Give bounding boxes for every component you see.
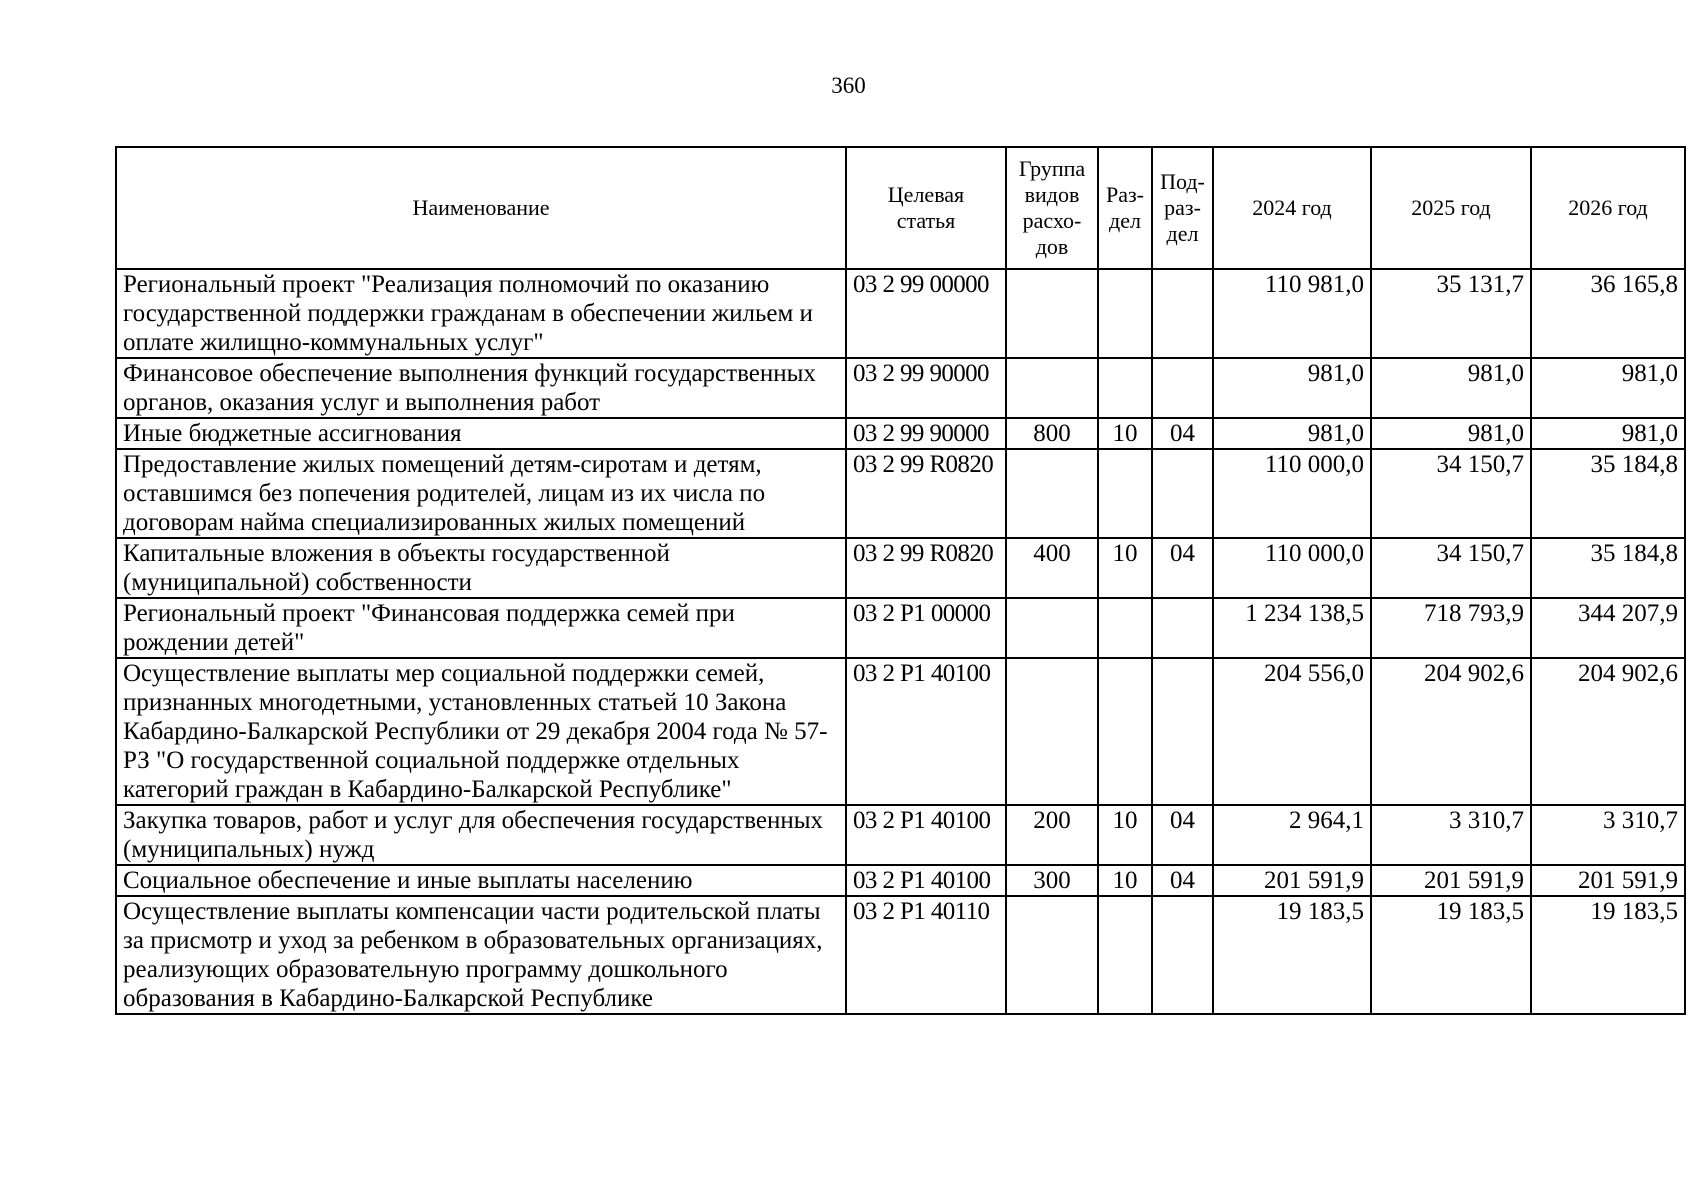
row-value-2025: 35 131,7	[1371, 269, 1531, 358]
row-value-2024: 204 556,0	[1213, 658, 1371, 805]
row-section: 10	[1098, 865, 1152, 896]
header-section-line2: дел	[1109, 208, 1141, 233]
row-section: 10	[1098, 418, 1152, 449]
row-name: Региональный проект "Реализация полномочий по оказанию государственной поддержки гражданам в обеспечении жильем и оплате жилищно-коммунальных услуг"	[116, 269, 846, 358]
table-row	[116, 418, 1685, 449]
row-section: 10	[1098, 538, 1152, 598]
page-number: 360	[831, 73, 866, 98]
header-2024	[1213, 147, 1371, 269]
header-group-line4: дов	[1035, 234, 1069, 259]
header-2025	[1371, 147, 1531, 269]
row-target-article: 03 2 99 00000	[846, 269, 1006, 358]
table-row	[116, 805, 1685, 865]
row-name: Закупка товаров, работ и услуг для обеспечения государственных (муниципальных) нужд	[116, 805, 846, 865]
row-expense-group: 200	[1006, 805, 1098, 865]
row-expense-group: 400	[1006, 538, 1098, 598]
header-expense-group	[1006, 147, 1098, 269]
table-row	[116, 538, 1685, 598]
row-value-2026: 201 591,9	[1531, 865, 1685, 896]
row-subsection: 04	[1152, 538, 1213, 598]
header-2026-label: 2026 год	[1568, 195, 1648, 220]
row-value-2026: 36 165,8	[1531, 269, 1685, 358]
row-expense-group: 800	[1006, 418, 1098, 449]
row-value-2024: 2 964,1	[1213, 805, 1371, 865]
row-value-2024: 110 981,0	[1213, 269, 1371, 358]
row-name: Осуществление выплаты компенсации части родительской платы за присмотр и уход за ребенком в образовательных организациях, реализующих образовательную программу дошкольного образования в Кабардино-Балкарской Республике	[116, 896, 846, 1014]
row-value-2025: 34 150,7	[1371, 538, 1531, 598]
row-section	[1098, 269, 1152, 358]
row-value-2024: 1 234 138,5	[1213, 598, 1371, 658]
header-subsection-line1: Под-	[1160, 169, 1205, 194]
row-expense-group	[1006, 658, 1098, 805]
row-value-2026: 981,0	[1531, 418, 1685, 449]
row-subsection	[1152, 598, 1213, 658]
row-expense-group	[1006, 449, 1098, 538]
row-expense-group: 300	[1006, 865, 1098, 896]
row-value-2026: 3 310,7	[1531, 805, 1685, 865]
header-name	[116, 147, 846, 269]
row-section	[1098, 658, 1152, 805]
row-value-2026: 204 902,6	[1531, 658, 1685, 805]
row-target-article: 03 2 P1 00000	[846, 598, 1006, 658]
row-name: Финансовое обеспечение выполнения функций государственных органов, оказания услуг и выполнения работ	[116, 358, 846, 418]
row-subsection	[1152, 658, 1213, 805]
row-value-2026: 19 183,5	[1531, 896, 1685, 1014]
header-group-line3: расхо-	[1022, 208, 1082, 233]
row-value-2026: 981,0	[1531, 358, 1685, 418]
header-subsection	[1152, 147, 1213, 269]
header-target	[846, 147, 1006, 269]
header-row	[116, 147, 1685, 269]
table-row	[116, 865, 1685, 896]
row-subsection	[1152, 449, 1213, 538]
row-name: Региональный проект "Финансовая поддержка семей при рождении детей"	[116, 598, 846, 658]
row-value-2026: 35 184,8	[1531, 449, 1685, 538]
row-target-article: 03 2 99 90000	[846, 418, 1006, 449]
row-target-article: 03 2 P1 40100	[846, 805, 1006, 865]
row-value-2025: 718 793,9	[1371, 598, 1531, 658]
row-target-article: 03 2 P1 40100	[846, 865, 1006, 896]
row-section: 10	[1098, 805, 1152, 865]
row-name: Осуществление выплаты мер социальной поддержки семей, признанных многодетными, установленных статьей 10 Закона Кабардино-Балкарской Республики от 29 декабря 2004 года № 57-РЗ "О государственной социальной поддержке отдельных категорий граждан в Кабардино-Балкарской Республике"	[116, 658, 846, 805]
row-target-article: 03 2 99 R0820	[846, 538, 1006, 598]
row-target-article: 03 2 P1 40100	[846, 658, 1006, 805]
header-section	[1098, 147, 1152, 269]
row-value-2024: 19 183,5	[1213, 896, 1371, 1014]
row-expense-group	[1006, 896, 1098, 1014]
table-body	[116, 269, 1685, 1014]
row-value-2026: 35 184,8	[1531, 538, 1685, 598]
row-name: Социальное обеспечение и иные выплаты населению	[116, 865, 846, 896]
header-subsection-line3: дел	[1166, 221, 1199, 246]
header-2024-label: 2024 год	[1252, 195, 1332, 220]
header-target-line1: Целевая	[887, 182, 965, 207]
table-row	[116, 896, 1685, 1014]
row-target-article: 03 2 P1 40110	[846, 896, 1006, 1014]
header-group-line1: Группа	[1018, 156, 1086, 181]
table-row	[116, 598, 1685, 658]
row-subsection	[1152, 358, 1213, 418]
table-header	[116, 147, 1685, 269]
row-section	[1098, 598, 1152, 658]
row-value-2025: 3 310,7	[1371, 805, 1531, 865]
table-row	[116, 449, 1685, 538]
row-value-2025: 34 150,7	[1371, 449, 1531, 538]
row-value-2024: 201 591,9	[1213, 865, 1371, 896]
row-section	[1098, 896, 1152, 1014]
row-target-article: 03 2 99 R0820	[846, 449, 1006, 538]
row-section	[1098, 449, 1152, 538]
table-row	[116, 358, 1685, 418]
header-target-line2: статья	[896, 208, 956, 233]
row-value-2024: 110 000,0	[1213, 538, 1371, 598]
row-subsection: 04	[1152, 865, 1213, 896]
budget-table	[115, 146, 1686, 1015]
table-row	[116, 269, 1685, 358]
row-subsection	[1152, 896, 1213, 1014]
header-name-label: Наименование	[412, 195, 550, 220]
table-row	[116, 658, 1685, 805]
header-group-line2: видов	[1024, 182, 1080, 207]
row-expense-group	[1006, 598, 1098, 658]
row-value-2026: 344 207,9	[1531, 598, 1685, 658]
row-value-2024: 981,0	[1213, 358, 1371, 418]
row-value-2025: 981,0	[1371, 358, 1531, 418]
header-2026	[1531, 147, 1685, 269]
row-expense-group	[1006, 269, 1098, 358]
row-subsection: 04	[1152, 805, 1213, 865]
row-name: Иные бюджетные ассигнования	[116, 418, 846, 449]
row-expense-group	[1006, 358, 1098, 418]
row-value-2024: 110 000,0	[1213, 449, 1371, 538]
row-subsection: 04	[1152, 418, 1213, 449]
row-target-article: 03 2 99 90000	[846, 358, 1006, 418]
header-2025-label: 2025 год	[1411, 195, 1491, 220]
row-value-2025: 201 591,9	[1371, 865, 1531, 896]
row-name: Предоставление жилых помещений детям-сиротам и детям, оставшимся без попечения родителей, лицам из их числа по договорам найма специализированных жилых помещений	[116, 449, 846, 538]
row-value-2025: 204 902,6	[1371, 658, 1531, 805]
row-value-2024: 981,0	[1213, 418, 1371, 449]
row-value-2025: 19 183,5	[1371, 896, 1531, 1014]
row-value-2025: 981,0	[1371, 418, 1531, 449]
row-section	[1098, 358, 1152, 418]
header-subsection-line2: раз-	[1164, 195, 1201, 220]
header-section-line1: Раз-	[1105, 182, 1145, 207]
row-subsection	[1152, 269, 1213, 358]
row-name: Капитальные вложения в объекты государственной (муниципальной) собственности	[116, 538, 846, 598]
